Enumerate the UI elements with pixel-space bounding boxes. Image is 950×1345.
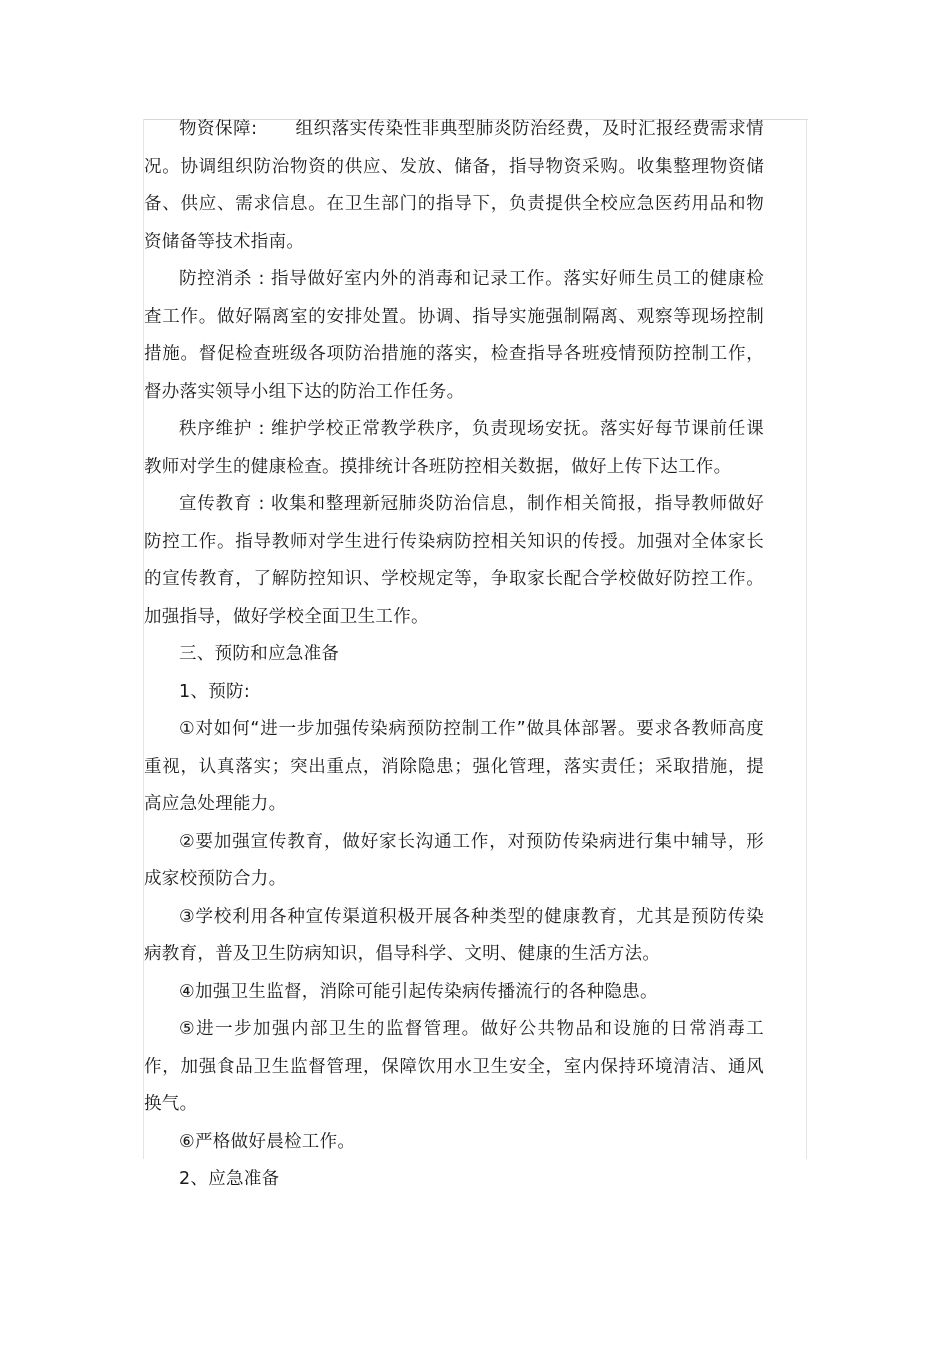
paragraph-text: 组织落实传染性非典型肺炎防治经费，及时汇报经费需求情况。协调组织防治物资的供应、发放、储备，指导物资采购。收集整理物资储备、供应、需求信息。在卫生部门的指导下，负责提供全校应急医药用品和物资储备等技术指南。 xyxy=(144,119,764,252)
list-item: ①对如何“进一步加强传染病预防控制工作”做具体部署。要求各教师高度重视，认真落实；突出重点，消除隐患；强化管理，落实责任；采取措施，提高应急处理能力。 xyxy=(144,719,764,814)
paragraph-disinfection: 防控消杀 : 指导做好室内外的消毒和记录工作。落实好师生员工的健康检查工作。做好隔离室的安排处置。协调、指导实施强制隔离、观察等现场控制措施。督促检查班级各项防治措施的落实，检查指导各班疫情预防控制工作，督办落实领导小组下达的防治工作任务。 xyxy=(144,269,764,402)
list-item: ②要加强宣传教育，做好家长沟通工作，对预防传染病进行集中辅导，形成家校预防合力。 xyxy=(144,831,764,889)
subheading-prevention: 1、预防: xyxy=(179,681,251,702)
list-item: ⑤进一步加强内部卫生的监督管理。做好公共物品和设施的日常消毒工作，加强食品卫生监督管理，保障饮用水卫生安全，室内保持环境清洁、通风换气。 xyxy=(144,1019,764,1114)
section-heading-prevention: 三、预防和应急准备 xyxy=(179,644,340,664)
document-body xyxy=(144,111,764,1199)
paragraph-publicity-education: 宣传教育 : 收集和整理新冠肺炎防治信息，制作相关简报，指导教师做好防控工作。指导教师对学生进行传染病防控相关知识的传授。加强对全体家长的宣传教育，了解防控知识、学校规定等，争取家长配合学校做好防控工作。加强指导，做好学校全面卫生工作。 xyxy=(144,494,764,627)
subheading-emergency-preparation: 2、应急准备 xyxy=(179,1169,280,1189)
list-item: ④加强卫生监督，消除可能引起传染病传播流行的各种隐患。 xyxy=(179,981,658,1002)
list-item: ③学校利用各种宣传渠道积极开展各种类型的健康教育，尤其是预防传染病教育，普及卫生防病知识，倡导科学、文明、健康的生活方法。 xyxy=(144,906,764,964)
paragraph-label: 物资保障: xyxy=(179,119,258,139)
list-item: ⑥严格做好晨检工作。 xyxy=(179,1131,356,1152)
paragraph-order-maintenance: 秩序维护 : 维护学校正常教学秩序，负责现场安抚。落实好每节课前任课教师对学生的健康检查。摸排统计各班防控相关数据，做好上传下达工作。 xyxy=(144,419,764,477)
page-frame-right xyxy=(806,119,807,1159)
paragraph-material-support xyxy=(144,111,764,261)
